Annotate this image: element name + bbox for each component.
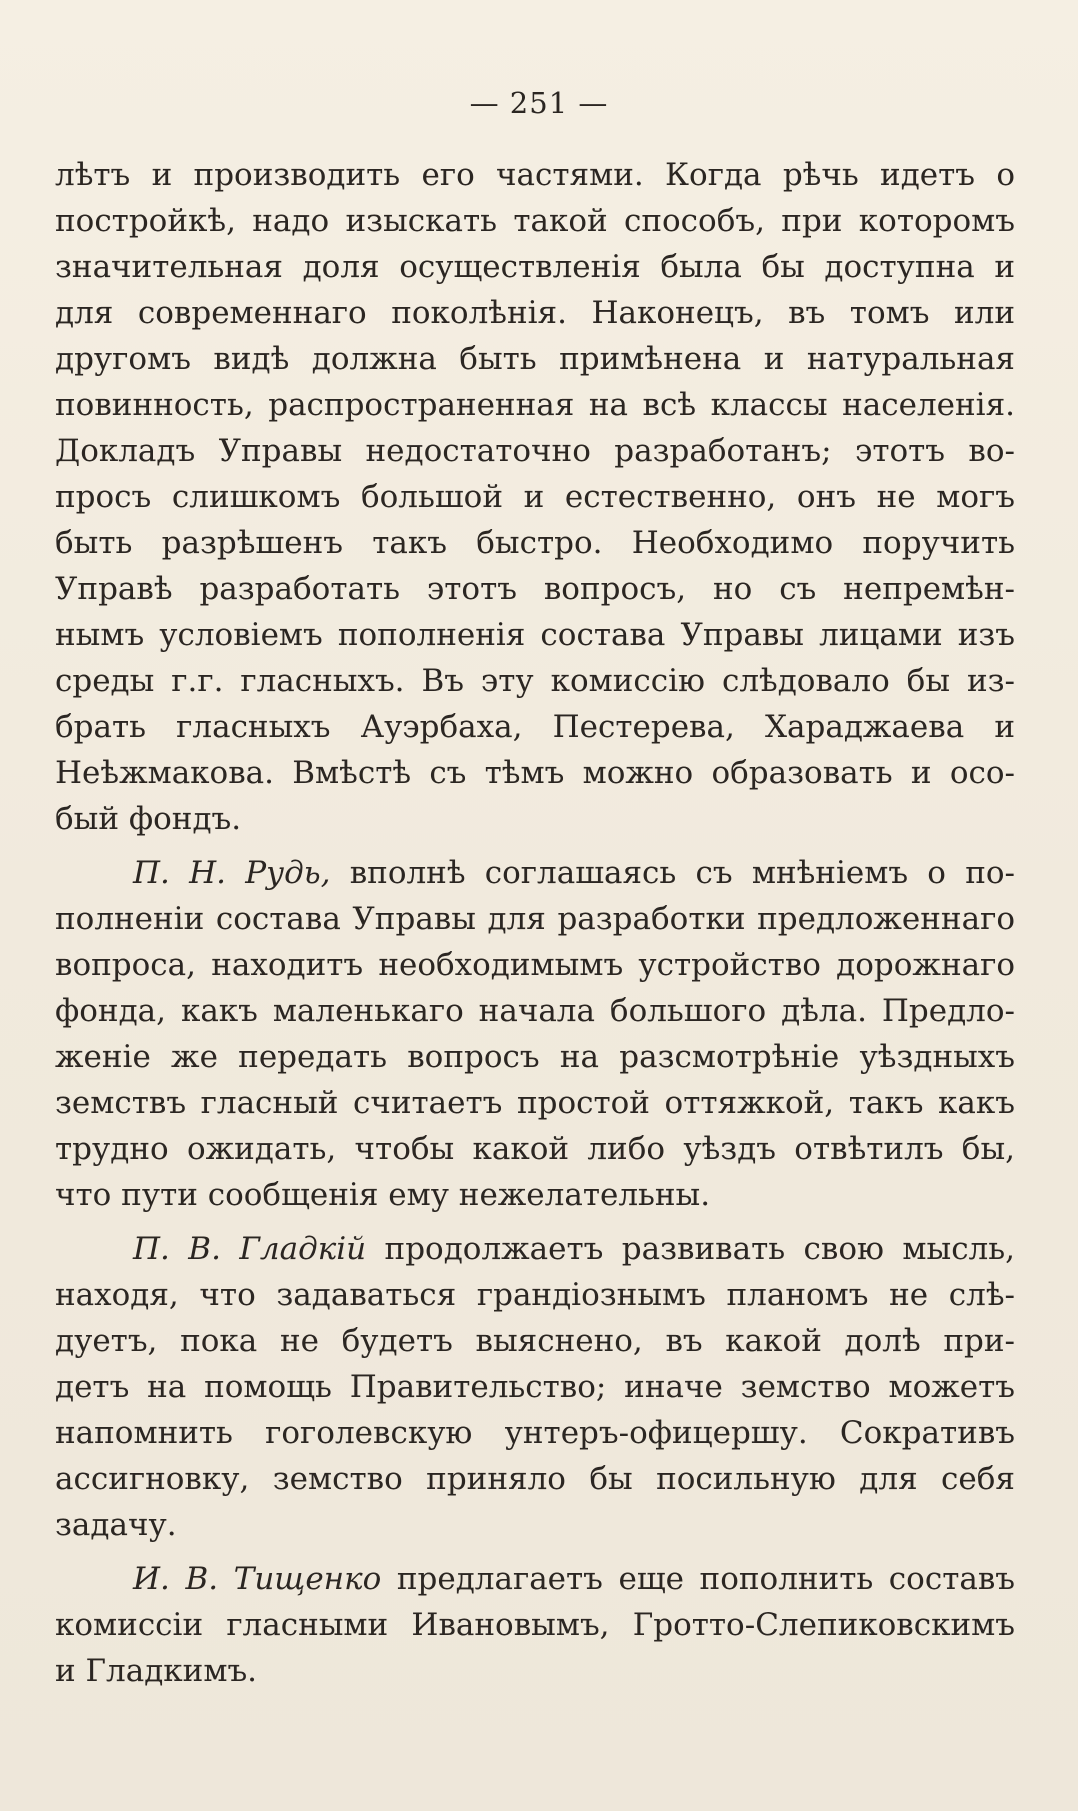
text-line: другомъ видѣ должна быть примѣнена и натуральная (55, 341, 1015, 377)
text-fragment: предлагаетъ еще пополнить составъ (381, 1561, 1015, 1597)
text-line: значительная доля осуществленія была бы доступна и (55, 249, 1015, 285)
text-line: нымъ условіемъ пополненія состава Управы лицами изъ (55, 617, 1015, 653)
text-line: вопроса, находитъ необходимымъ устройство дорожнаго (55, 947, 1015, 983)
text-line: ассигновку, земство приняло бы посильную для себя (55, 1461, 1015, 1497)
text-line: среды г.г. гласныхъ. Въ эту комиссію слѣдовало бы из- (55, 663, 1015, 699)
text-fragment: вполнѣ соглашаясь съ мнѣніемъ о по- (330, 855, 1015, 891)
text-line (55, 1556, 1015, 1602)
text-line: фонда, какъ маленькаго начала большого дѣла. Предло- (55, 993, 1015, 1029)
text-line: задачу. (55, 1507, 177, 1543)
text-line: женіе же передать вопросъ на разсмотрѣніе уѣздныхъ (55, 1039, 1015, 1075)
text-line: Докладъ Управы недостаточно разработанъ; этотъ во- (55, 433, 1015, 469)
text-line: что пути сообщенія ему нежелательны. (55, 1177, 711, 1213)
speaker-name: И. В. Тищенко (133, 1561, 382, 1597)
text-line: быть разрѣшенъ такъ быстро. Необходимо поручить (55, 525, 1015, 561)
text-line: Управѣ разработать этотъ вопросъ, но съ непремѣн- (55, 571, 1015, 607)
text-line: бый фондъ. (55, 801, 242, 837)
text-line: лѣтъ и производить его частями. Когда рѣчь идетъ о (55, 157, 1015, 193)
paragraph-4 (55, 1556, 1015, 1694)
text-line (55, 850, 1015, 896)
text-line: и Гладкимъ. (55, 1653, 258, 1689)
text-line: трудно ожидать, чтобы какой либо уѣздъ отвѣтилъ бы, (55, 1131, 1015, 1167)
text-line: напомнить гоголевскую унтеръ-офицершу. Сокративъ (55, 1415, 1015, 1451)
text-line: земствъ гласный считаетъ простой оттяжкой, такъ какъ (55, 1085, 1015, 1121)
text-line: комиссіи гласными Ивановымъ, Гротто-Слепиковскимъ (55, 1607, 1015, 1643)
text-line: для современнаго поколѣнія. Наконецъ, въ томъ или (55, 295, 1015, 331)
text-line: полненіи состава Управы для разработки предложеннаго (55, 901, 1015, 937)
text-line: Неѣжмакова. Вмѣстѣ съ тѣмъ можно образовать и осо- (55, 755, 1015, 791)
text-line (55, 1226, 1015, 1272)
speaker-name: П. Н. Рудь, (133, 855, 331, 891)
text-fragment: продолжаетъ развивать свою мысль, (366, 1231, 1015, 1267)
page-number: — 251 — (469, 86, 609, 120)
paragraph-3 (55, 1226, 1015, 1548)
body-text (55, 152, 1015, 1694)
paragraph-1 (55, 152, 1015, 842)
text-line: брать гласныхъ Ауэрбаха, Пестерева, Хараджаева и (55, 709, 1015, 745)
text-line: находя, что задаваться грандіознымъ планомъ не слѣ- (55, 1277, 1015, 1313)
speaker-name: П. В. Гладкій (133, 1231, 367, 1267)
text-line: повинность, распространенная на всѣ классы населенія. (55, 387, 1015, 423)
text-line: просъ слишкомъ большой и естественно, онъ не могъ (55, 479, 1015, 515)
paragraph-2 (55, 850, 1015, 1218)
text-line: детъ на помощь Правительство; иначе земство можетъ (55, 1369, 1015, 1405)
text-line: дуетъ, пока не будетъ выяснено, въ какой долѣ при- (55, 1323, 1015, 1359)
text-line: постройкѣ, надо изыскать такой способъ, при которомъ (55, 203, 1015, 239)
